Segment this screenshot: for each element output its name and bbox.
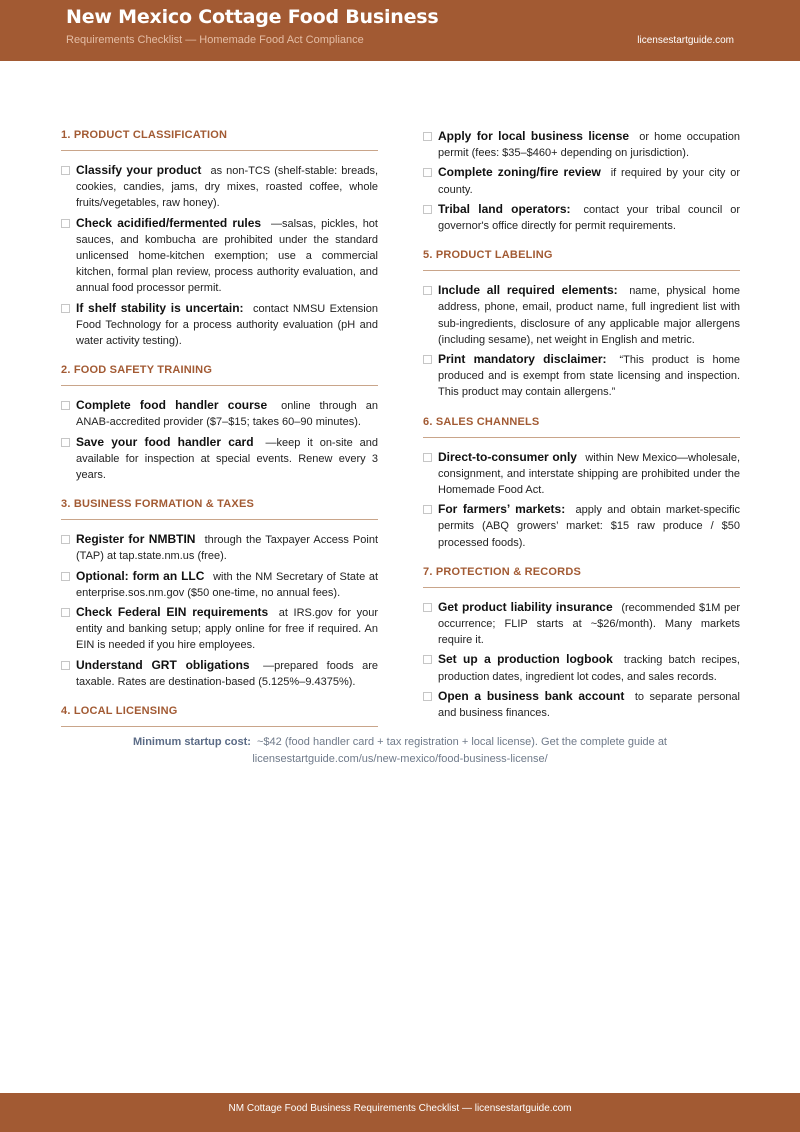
item-text: contact NMSU Extension Food Technology for a process authority evaluation (pH and water activity testing). <box>76 302 378 348</box>
checkbox[interactable] <box>61 535 70 544</box>
checklist-item <box>61 162 378 212</box>
checkbox[interactable] <box>61 438 70 447</box>
item-text: tracking batch recipes, production dates, ingredient lot codes, and sales records. <box>438 654 740 683</box>
item-title: For farmers’ markets: <box>438 502 566 517</box>
item-title: Complete zoning/fire review <box>438 165 601 180</box>
startup-cost-text: ~$42 (food handler card + tax registration + local license). Get the complete guide at licensestartguide.com/us/new-mexico/food-business-license/ <box>252 736 667 765</box>
header-banner <box>0 0 800 61</box>
section-product-classification <box>61 128 378 349</box>
section-heading: 7. PROTECTION & RECORDS <box>423 565 740 588</box>
checklist-item <box>61 531 378 564</box>
checkbox[interactable] <box>423 205 432 214</box>
checklist-item <box>423 449 740 499</box>
checklist-item <box>61 300 378 350</box>
checklist-item <box>61 397 378 430</box>
item-title: Check Federal EIN requirements <box>76 605 269 620</box>
item-text: name, physical home address, phone, email, product name, full ingredient list with sub-ingredients, disclosure of any applicable major allergens (including sesame), net weight in English and metric. <box>438 285 740 346</box>
page-title: New Mexico Cottage Food Business <box>66 6 439 28</box>
item-title: Understand GRT obligations <box>76 657 250 672</box>
item-title: Check acidified/fermented rules <box>76 215 262 230</box>
item-title: Register for NMBTIN <box>76 532 196 547</box>
checklist-item <box>423 282 740 348</box>
item-text: through the Taxpayer Access Point (TAP) at tap.state.nm.us (free). <box>76 534 379 563</box>
checklist-item <box>423 501 740 551</box>
checkbox[interactable] <box>61 219 70 228</box>
checkbox[interactable] <box>61 304 70 313</box>
item-title: If shelf stability is uncertain: <box>76 300 244 315</box>
section-heading: 4. LOCAL LICENSING <box>61 704 378 727</box>
checkbox[interactable] <box>423 603 432 612</box>
checkbox[interactable] <box>423 168 432 177</box>
checkbox[interactable] <box>61 608 70 617</box>
item-text: —salsas, pickles, hot sauces, and kombucha are prohibited under the standard unlicensed home-kitchen exemption; use a commercial kitchen, formal plan review, process authority evaluation, and annual food processor permit. <box>76 217 378 295</box>
section-local-licensing-items <box>423 128 740 234</box>
checkbox[interactable] <box>423 355 432 364</box>
item-text: —keep it on-site and available for inspection at special events. Renew every 3 years. <box>76 436 378 482</box>
item-title: Tribal land operators: <box>438 201 571 216</box>
checkbox[interactable] <box>423 505 432 514</box>
header-site-link[interactable]: licensestartguide.com <box>637 35 734 46</box>
item-title: Set up a production logbook <box>438 652 613 667</box>
item-text: apply and obtain market-specific permits (ABQ growers’ market: $15 raw produce / $50 processed foods). <box>438 504 741 549</box>
section-sales-channels <box>423 415 740 551</box>
footer-banner <box>0 1093 800 1132</box>
item-text: at IRS.gov for your entity and banking setup; apply online for free if required. An EIN is needed if you hire employees. <box>76 607 378 652</box>
checkbox[interactable] <box>423 132 432 141</box>
section-local-licensing <box>61 704 378 727</box>
checklist-item <box>423 688 740 721</box>
checklist-item <box>61 215 378 297</box>
item-title: Include all required elements: <box>438 283 618 298</box>
checkbox[interactable] <box>61 401 70 410</box>
checklist-item <box>423 599 740 649</box>
item-text: (recommended $1M per occurrence; FLIP starts at ~$26/month). Many markets require it. <box>438 601 740 647</box>
right-column <box>423 128 740 735</box>
checklist-item <box>61 568 378 601</box>
item-text: if required by your city or county. <box>438 167 740 196</box>
checklist-item <box>423 651 740 684</box>
checkbox[interactable] <box>423 286 432 295</box>
checklist-item <box>423 128 740 161</box>
checkbox[interactable] <box>423 453 432 462</box>
footer-text: NM Cottage Food Business Requirements Checklist — licensestartguide.com <box>228 1103 572 1114</box>
checkbox[interactable] <box>61 166 70 175</box>
checkbox[interactable] <box>423 692 432 701</box>
checklist-item <box>423 164 740 197</box>
item-title: Print mandatory disclaimer: <box>438 352 607 367</box>
section-food-safety-training <box>61 363 378 483</box>
section-heading: 3. BUSINESS FORMATION & TAXES <box>61 497 378 520</box>
section-business-formation-taxes <box>61 497 378 690</box>
startup-cost-label: Minimum startup cost: <box>132 736 251 748</box>
section-heading: 2. FOOD SAFETY TRAINING <box>61 363 378 386</box>
item-title: Open a business bank account <box>438 688 625 703</box>
item-text: as non-TCS (shelf-stable: breads, cookies, candies, jams, dry mixes, roasted coffee, whole fruits/vegetables, raw honey). <box>76 165 379 210</box>
item-text: “This product is home produced and is exempt from state licensing and inspection. This product may contain allergens.” <box>438 354 740 399</box>
page-subtitle: Requirements Checklist — Homemade Food Act Compliance <box>66 34 364 46</box>
left-column <box>61 128 378 741</box>
item-text: within New Mexico—wholesale, consignment, and interstate shipping are prohibited under the Homemade Food Act. <box>438 451 740 497</box>
item-title: Classify your product <box>76 163 202 177</box>
checkbox[interactable] <box>423 655 432 664</box>
section-product-labeling <box>423 248 740 400</box>
item-text: online through an ANAB-accredited provider ($7–$15; takes 60–90 minutes). <box>76 400 378 429</box>
section-protection-records <box>423 565 740 721</box>
item-title: Get product liability insurance <box>438 599 613 614</box>
item-text: or home occupation permit (fees: $35–$460+ depending on jurisdiction). <box>438 131 740 160</box>
item-text: contact your tribal council or governor's office directly for permit requirements. <box>438 203 740 233</box>
item-text: to separate personal and business finances. <box>438 690 740 720</box>
checklist-item <box>61 657 378 690</box>
checklist-item <box>61 434 378 484</box>
checkbox[interactable] <box>61 572 70 581</box>
checklist-item <box>423 201 740 234</box>
checklist-item <box>423 351 740 401</box>
section-heading: 1. PRODUCT CLASSIFICATION <box>61 128 378 151</box>
item-title: Direct-to-consumer only <box>438 449 577 464</box>
section-heading: 6. SALES CHANNELS <box>423 415 740 438</box>
checklist-item <box>61 604 378 654</box>
item-title: Apply for local business license <box>438 129 630 143</box>
item-text: —prepared foods are taxable. Rates are destination-based (5.125%–9.4375%). <box>76 659 379 688</box>
checkbox[interactable] <box>61 661 70 670</box>
section-heading: 5. PRODUCT LABELING <box>423 248 740 271</box>
item-title: Complete food handler course <box>76 398 268 413</box>
item-title: Save your food handler card <box>76 434 254 449</box>
item-title: Optional: form an LLC <box>76 568 205 583</box>
startup-cost-note <box>100 734 700 768</box>
item-text: with the NM Secretary of State at enterprise.sos.nm.gov ($50 one-time, no annual fees). <box>76 570 379 599</box>
